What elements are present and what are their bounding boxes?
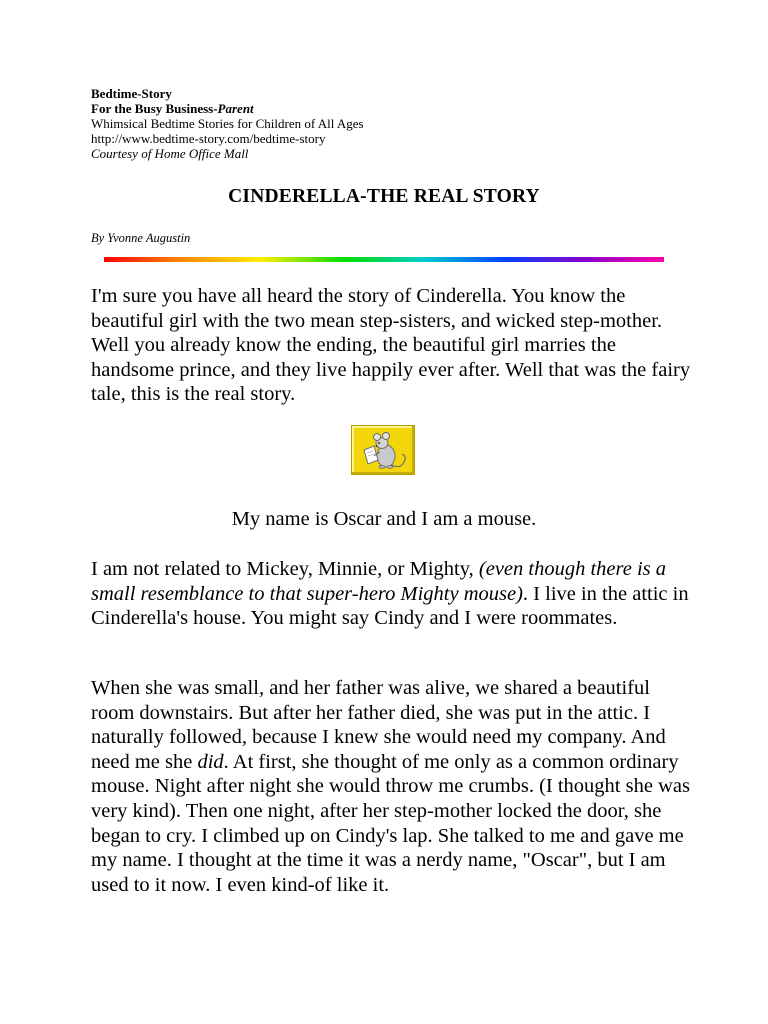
mouse-reading-icon (351, 425, 415, 475)
paragraph3-aside: (even though there is a small resemblance to that super-hero Mighty mouse) (91, 558, 667, 605)
paragraph3-text-end: . I live in the attic in Cinderella's house. You might say Cindy and I were roommates. (91, 582, 689, 630)
header-courtesy: Courtesy of Home Office Mall (91, 146, 249, 161)
paragraph3-text-start: I am not related to Mickey, Minnie, or Mighty, (91, 558, 479, 580)
story-paragraph-mighty (91, 557, 691, 631)
story-paragraph-oscar-intro: My name is Oscar and I am a mouse. (231, 508, 537, 530)
header-tagline-italic: Parent (217, 101, 254, 116)
story-paragraph-intro: I'm sure you have all heard the story of Cinderella. You know the beautiful girl with the two mean step-sisters, and wicked step-mother. Well you already know the ending, the beautiful girl marries the handsome prince, and they live happily ever after. Well that was the fairy tale, this is the real story. (91, 285, 691, 406)
story-byline: By Yvonne Augustin (91, 231, 191, 245)
header-description: Whimsical Bedtime Stories for Children of All Ages (91, 116, 364, 131)
story-title: CINDERELLA-THE REAL STORY (228, 186, 540, 207)
paragraph4-emphasis: did (197, 750, 224, 773)
header-tagline-prefix: For the Busy Business- (91, 101, 218, 116)
document-header (91, 86, 364, 161)
rainbow-divider (104, 257, 664, 262)
header-site-name: Bedtime-Story (91, 86, 172, 101)
paragraph4-text-start: When she was small, and her father was alive, we shared a beautiful room downstairs. But after her father died, she was put in the attic. I naturally followed, because I knew she would need my company. And need me she (91, 677, 666, 773)
story-paragraph-attic (91, 676, 691, 897)
paragraph4-text-end: . At first, she thought of me only as a common ordinary mouse. Night after night she would throw me crumbs. (I thought she was very kind). Then one night, after her step-mother locked the door, she began to cry. I climbed up on Cindy's lap. She talked to me and gave me my name. I thought at the time it was a nerdy name, "Oscar", but I am used to it now. I even kind-of like it. (91, 750, 690, 896)
header-tagline (91, 101, 364, 116)
mouse-illustration (352, 426, 414, 474)
header-url: http://www.bedtime-story.com/bedtime-story (91, 131, 326, 146)
